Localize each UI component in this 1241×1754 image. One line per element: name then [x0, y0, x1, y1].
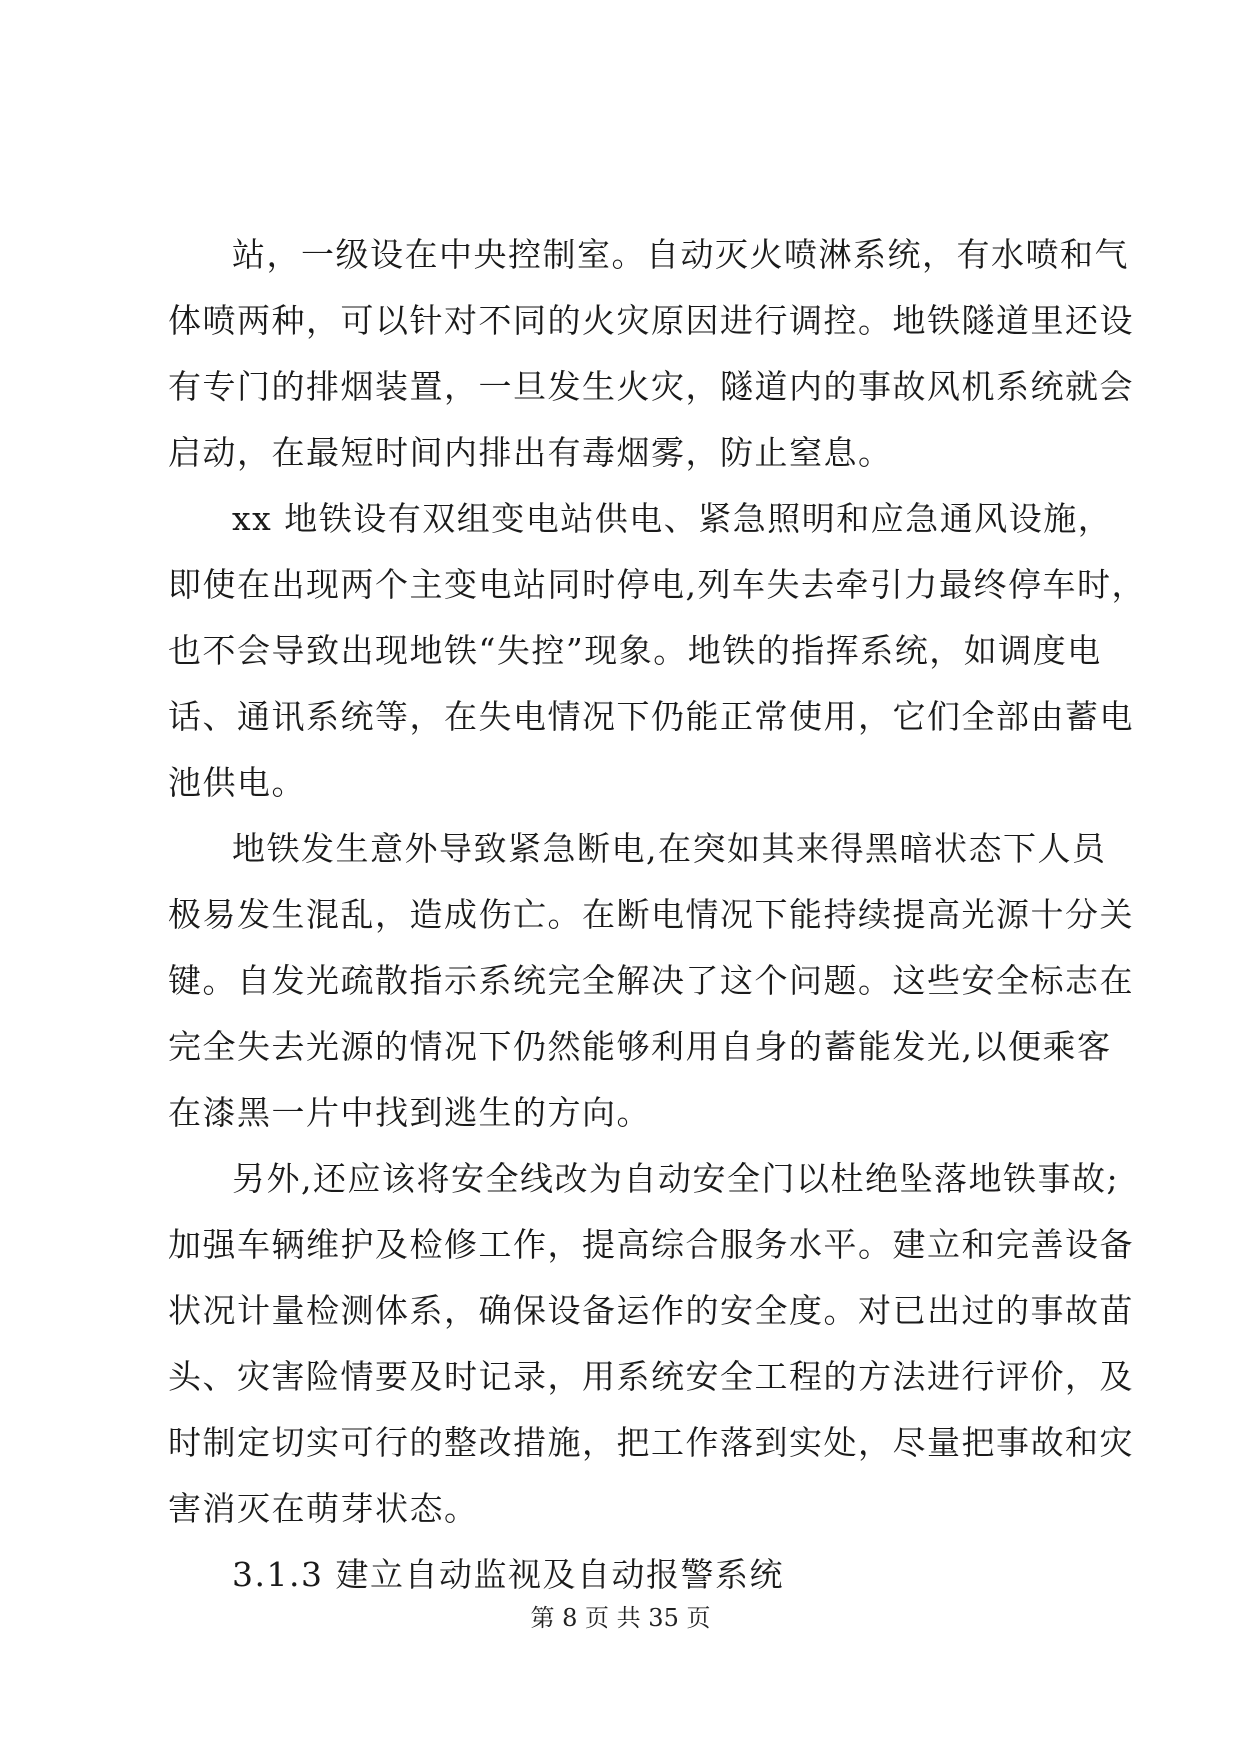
- text-line: 状况计量检测体系，确保设备运作的安全度。对已出过的事故苗: [168, 1291, 1134, 1330]
- text-line: 另外,还应该将安全线改为自动安全门以杜绝坠落地铁事故;: [232, 1159, 1120, 1198]
- text-line: 话、通讯系统等，在失电情况下仍能正常使用，它们全部由蓄电: [168, 697, 1134, 736]
- text-line: 时制定切实可行的整改措施，把工作落到实处，尽量把事故和灾: [168, 1423, 1134, 1462]
- text-line: 害消灭在萌芽状态。: [168, 1489, 479, 1528]
- section-heading: 3.1.3 建立自动监视及自动报警系统: [232, 1555, 784, 1594]
- text-line: 键。自发光疏散指示系统完全解决了这个问题。这些安全标志在: [168, 961, 1134, 1000]
- text-line: 地铁发生意外导致紧急断电,在突如其来得黑暗状态下人员: [232, 829, 1107, 868]
- text-line: 即使在出现两个主变电站同时停电,列车失去牵引力最终停车时，: [168, 565, 1146, 604]
- text-line: 完全失去光源的情况下仍然能够利用自身的蓄能发光,以便乘客: [168, 1027, 1112, 1066]
- text-line: 极易发生混乱，造成伤亡。在断电情况下能持续提高光源十分关: [168, 895, 1134, 934]
- text-line: 池供电。: [168, 763, 306, 802]
- text-line: xx 地铁设有双组变电站供电、紧急照明和应急通风设施，: [232, 499, 1113, 538]
- page-number-footer: 第 8 页 共 35 页: [530, 1604, 711, 1632]
- text-line: 启动，在最短时间内排出有毒烟雾，防止窒息。: [168, 433, 893, 472]
- text-line: 也不会导致出现地铁“失控”现象。地铁的指挥系统，如调度电: [168, 631, 1102, 670]
- text-line: 头、灾害险情要及时记录，用系统安全工程的方法进行评价，及: [168, 1357, 1134, 1396]
- text-line: 站，一级设在中央控制室。自动灭火喷淋系统，有水喷和气: [232, 235, 1129, 274]
- text-line: 体喷两种，可以针对不同的火灾原因进行调控。地铁隧道里还设: [168, 301, 1134, 340]
- text-line: 在漆黑一片中找到逃生的方向。: [168, 1093, 651, 1132]
- text-line: 有专门的排烟装置，一旦发生火灾，隧道内的事故风机系统就会: [168, 367, 1134, 406]
- text-line: 加强车辆维护及检修工作，提高综合服务水平。建立和完善设备: [168, 1225, 1134, 1264]
